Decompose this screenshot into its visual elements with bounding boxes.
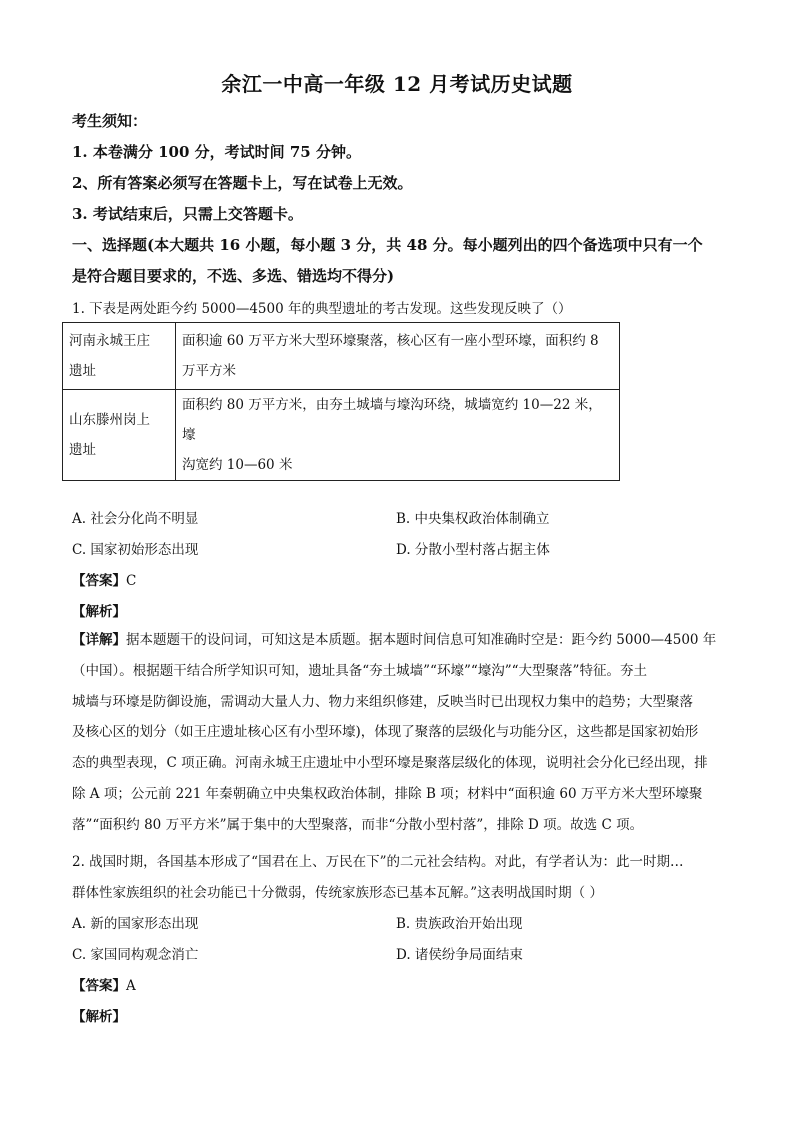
table-row — [63, 390, 620, 481]
q1-answer — [72, 569, 136, 589]
answer-label: 【答案】 — [72, 978, 126, 994]
question-1-stem: 1. 下表是两处距今约 5000—4500 年的典型遗址的考古发现。这些发现反映了（） — [72, 301, 572, 317]
detail-line: 落”“面积约 80 万平方米”属于集中的大型聚落，而非“分散小型村落”，排除 D 项。故选 C 项。 — [72, 816, 644, 833]
table-row — [63, 323, 620, 390]
notice-item-2: 2、所有答案必须写在答题卡上，写在试卷上无效。 — [72, 174, 413, 192]
answer-value: A — [126, 978, 136, 994]
table-cell-site — [63, 323, 176, 390]
description-line: 沟宽约 10—60 米 — [182, 457, 293, 473]
notice-heading: 考生须知： — [72, 112, 148, 130]
section-heading-line-2: 是符合题目要求的，不选、多选、错选均不得分) — [72, 267, 395, 285]
section-heading-line-1: 一、选择题(本大题共 16 小题，每小题 3 分，共 48 分。每小题列出的四个备选项中只有一个 — [72, 236, 703, 254]
page-title: 余江一中高一年级 12 月考试历史试题 — [221, 72, 573, 96]
answer-value: C — [126, 573, 137, 589]
detail-line: （中国）。根据题干结合所学知识可知，遗址具备“夯土城墙”“环壕”“壕沟”“大型聚落”特征。夯土 — [72, 662, 647, 679]
q2-option-c: C. 家国同构观念消亡 — [72, 947, 199, 963]
table-cell-description — [176, 390, 620, 481]
q2-answer — [72, 974, 136, 994]
q1-option-b: B. 中央集权政治体制确立 — [396, 511, 550, 527]
q2-option-d: D. 诸侯纷争局面结束 — [396, 947, 523, 963]
description-line: 面积约 80 万平方米，由夯土城墙与壕沟环绕，城墙宽约 10—22 米，壕 — [182, 397, 602, 443]
q2-analysis-label: 【解析】 — [72, 1009, 126, 1025]
q2-option-b: B. 贵族政治开始出现 — [396, 916, 523, 932]
description-line: 万平方米 — [182, 363, 236, 379]
question-1-table — [62, 322, 620, 481]
notice-item-3: 3. 考试结束后，只需上交答题卡。 — [72, 205, 303, 223]
detail-line — [72, 625, 724, 656]
q1-analysis-label: 【解析】 — [72, 604, 126, 620]
q2-option-a: A. 新的国家形态出现 — [72, 916, 199, 932]
question-2-stem-line-2: 群体性家族组织的社会功能已十分微弱，传统家族形态已基本瓦解。”这表明战国时期（ ） — [72, 885, 603, 901]
site-name-line: 河南永城王庄 — [69, 333, 150, 349]
q1-option-c: C. 国家初始形态出现 — [72, 542, 199, 558]
q1-detail-paragraph — [72, 625, 724, 841]
q1-option-a: A. 社会分化尚不明显 — [72, 511, 199, 527]
detail-text: 据本题题干的设问词，可知这是本质题。据本题时间信息可知准确时空是：距今约 5000—4500 年 — [126, 632, 717, 648]
detail-label: 【详解】 — [72, 632, 126, 648]
site-name-line: 遗址 — [69, 363, 96, 379]
answer-label: 【答案】 — [72, 573, 126, 589]
table-cell-site — [63, 390, 176, 481]
detail-line: 城墙与环壕是防御设施，需调动大量人力、物力来组织修建，反映当时已出现权力集中的趋势；大型聚落 — [72, 693, 693, 710]
site-name-line: 山东滕州岗上 — [69, 412, 150, 428]
detail-line: 除 A 项；公元前 221 年秦朝确立中央集权政治体制，排除 B 项；材料中“面积逾 60 万平方米大型环壕聚 — [72, 785, 703, 802]
site-name-line: 遗址 — [69, 442, 96, 458]
question-2-stem-line-1: 2. 战国时期，各国基本形成了“国君在上、万民在下”的二元社会结构。对此，有学者认为：此一时期… — [72, 854, 684, 870]
description-line: 面积逾 60 万平方米大型环壕聚落，核心区有一座小型环壕，面积约 8 — [182, 333, 599, 349]
detail-line: 态的典型表现，C 项正确。河南永城王庄遗址中小型环壕是聚落层级化的体现，说明社会分化已经出现，排 — [72, 755, 708, 772]
detail-line: 及核心区的划分（如王庄遗址核心区有小型环壕)，体现了聚落的层级化与功能分区，这些都是国家初始形 — [72, 724, 699, 741]
table-cell-description — [176, 323, 620, 390]
notice-item-1: 1. 本卷满分 100 分，考试时间 75 分钟。 — [72, 143, 361, 161]
q1-option-d: D. 分散小型村落占据主体 — [396, 542, 550, 558]
